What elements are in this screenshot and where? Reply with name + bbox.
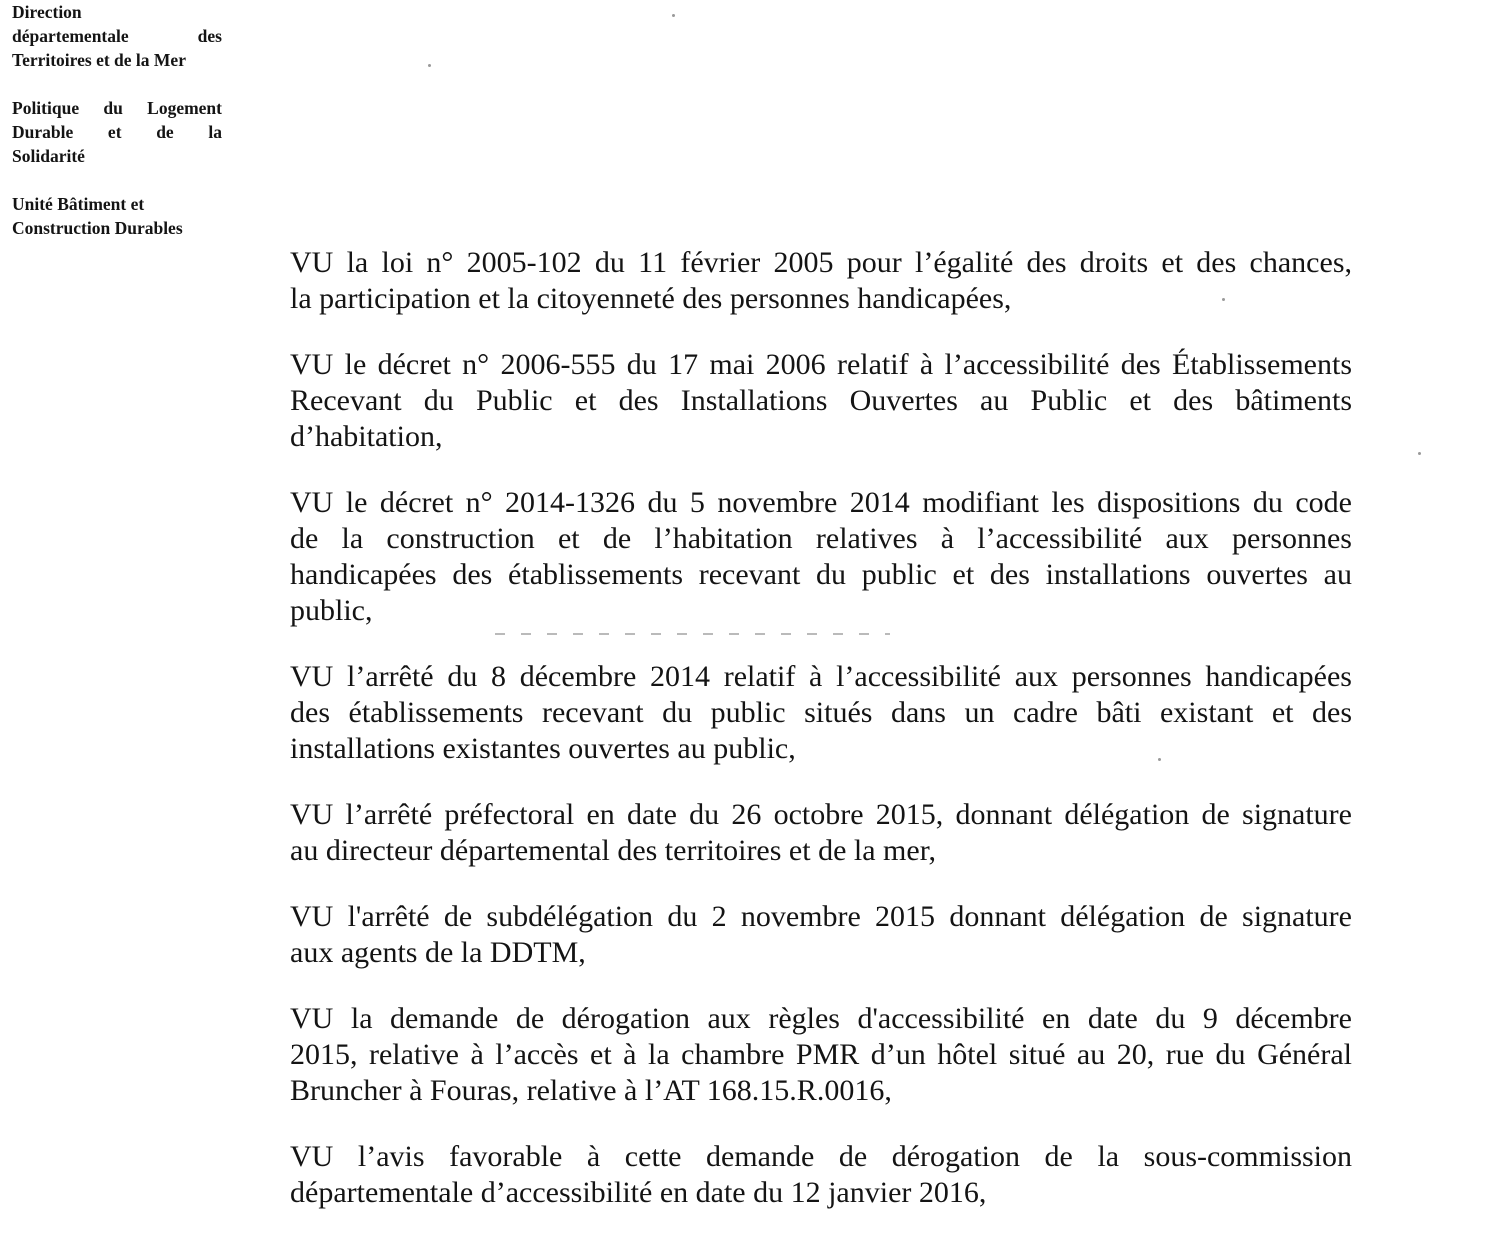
service-line: Territoires et de la Mer (12, 50, 186, 70)
consideration-line: installations existantes ouvertes au public, (290, 732, 796, 765)
unit-line: Construction Durables (12, 218, 183, 238)
scan-speck (428, 64, 431, 67)
consideration-paragraph (290, 797, 1352, 869)
department-line: Politique du Logement (12, 98, 222, 118)
consideration-line: Bruncher à Fouras, relative à l’AT 168.15.R.0016, (290, 1074, 892, 1107)
consideration-line: d’habitation, (290, 420, 443, 453)
service-line: Direction (12, 2, 82, 22)
scan-speck (1418, 452, 1421, 455)
consideration-line: VU l’avis favorable à cette demande de dérogation de la sous-commission (290, 1140, 1352, 1173)
scan-speck (1222, 298, 1225, 301)
consideration-line: Recevant du Public et des Installations Ouvertes au Public et des bâtiments (290, 384, 1352, 417)
consideration-line: public, (290, 594, 373, 627)
consideration-paragraph (290, 899, 1352, 971)
consideration-line: VU l'arrêté de subdélégation du 2 novembre 2015 donnant délégation de signature (290, 900, 1352, 933)
consideration-line: 2015, relative à l’accès et à la chambre PMR d’un hôtel situé au 20, rue du Général (290, 1038, 1352, 1071)
consideration-line: aux agents de la DDTM, (290, 936, 586, 969)
unit-line: Unité Bâtiment et (12, 194, 145, 214)
department-name (12, 96, 222, 168)
department-line: Solidarité (12, 146, 85, 166)
consideration-line: des établissements recevant du public situés dans un cadre bâti existant et des (290, 696, 1352, 729)
consideration-paragraph (290, 347, 1352, 455)
consideration-line: VU l’arrêté du 8 décembre 2014 relatif à l’accessibilité aux personnes handicapées (290, 660, 1352, 693)
administrative-header (12, 0, 222, 264)
consideration-paragraph (290, 245, 1352, 317)
consideration-paragraph (290, 659, 1352, 767)
service-name (12, 0, 222, 72)
consideration-line: VU la loi n° 2005-102 du 11 février 2005 pour l’égalité des droits et des chances, (290, 246, 1352, 279)
consideration-line: de la construction et de l’habitation relatives à l’accessibilité aux personnes (290, 522, 1352, 555)
consideration-paragraph (290, 485, 1352, 629)
service-line: départementale des (12, 26, 222, 46)
scan-speck (1158, 758, 1161, 761)
consideration-line: départementale d’accessibilité en date du 12 janvier 2016, (290, 1176, 987, 1209)
consideration-line: VU le décret n° 2006-555 du 17 mai 2006 relatif à l’accessibilité des Établissements (290, 348, 1352, 381)
consideration-paragraph (290, 1139, 1352, 1211)
consideration-paragraph (290, 1001, 1352, 1109)
consideration-line: VU l’arrêté préfectoral en date du 26 octobre 2015, donnant délégation de signature (290, 798, 1352, 831)
unit-name (12, 192, 222, 240)
consideration-line: VU la demande de dérogation aux règles d'accessibilité en date du 9 décembre (290, 1002, 1352, 1035)
consideration-line: la participation et la citoyenneté des personnes handicapées, (290, 282, 1012, 315)
consideration-line: VU le décret n° 2014-1326 du 5 novembre 2014 modifiant les dispositions du code (290, 486, 1352, 519)
department-line: Durable et de la (12, 122, 222, 142)
considerations-list (290, 245, 1352, 1241)
consideration-line: au directeur départemental des territoires et de la mer, (290, 834, 936, 867)
scan-speck (672, 14, 675, 17)
scan-noise (495, 633, 890, 635)
consideration-line: handicapées des établissements recevant du public et des installations ouvertes au (290, 558, 1352, 591)
